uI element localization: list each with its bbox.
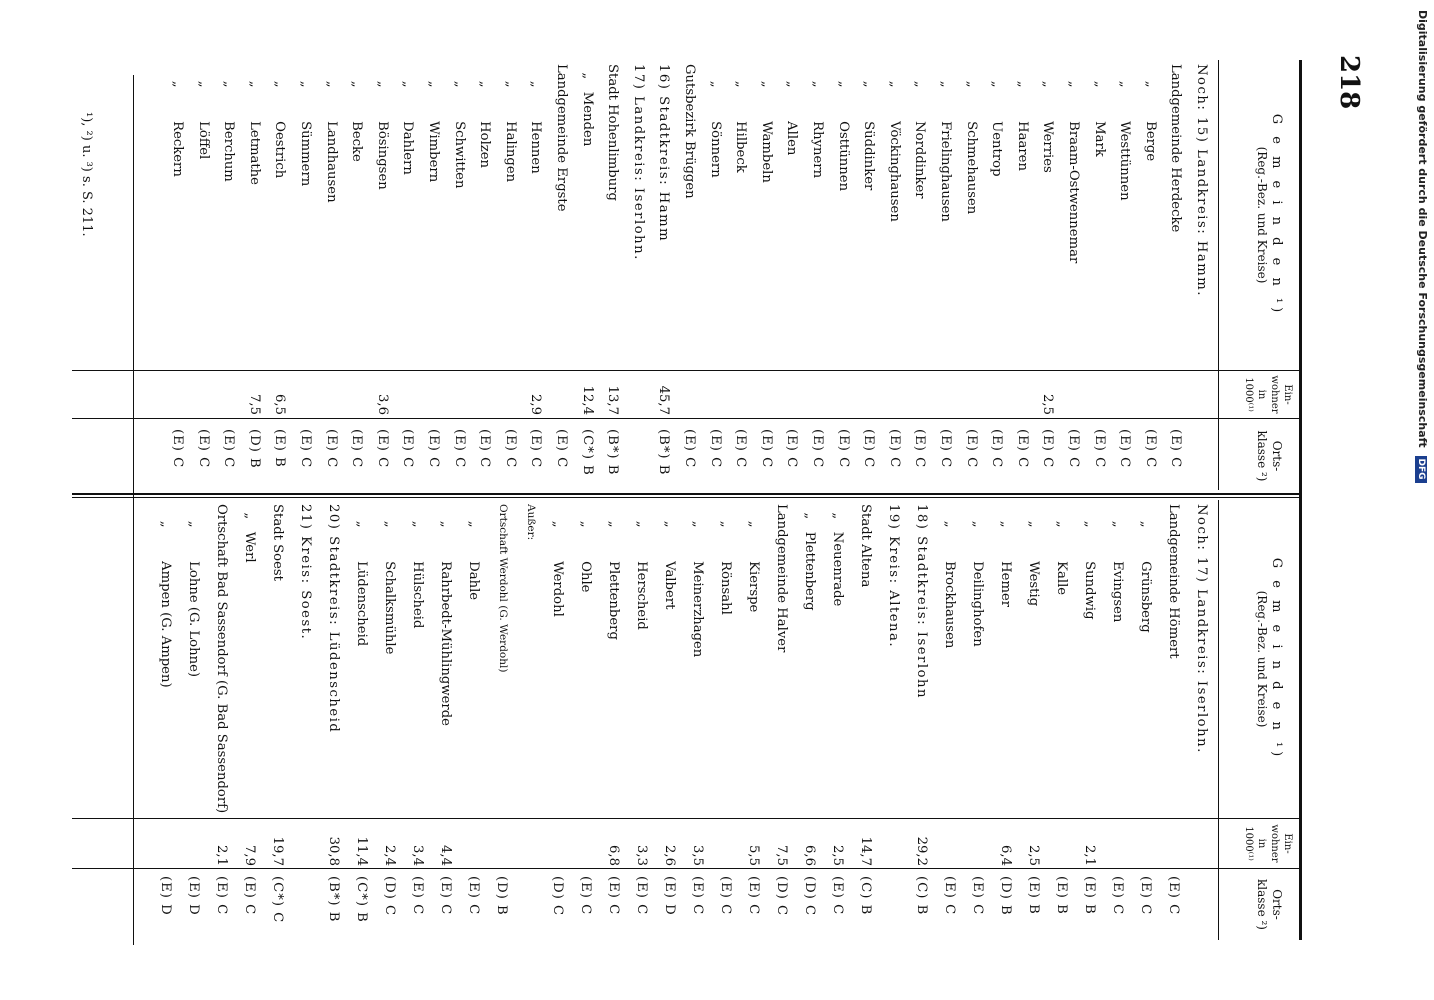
locality-class: (E) D: [158, 876, 173, 916]
municipality-name: Stadt Altena: [858, 504, 873, 588]
municipality-name: „ Holzen: [477, 64, 493, 169]
locality-class: (E) C: [861, 429, 877, 469]
municipality-name: „ Werries: [1040, 64, 1056, 173]
inhabitants-value: 5,5: [746, 845, 761, 866]
municipality-name: „ Werl: [242, 504, 257, 563]
table-row: [457, 504, 481, 940]
table-row: [903, 64, 927, 489]
locality-class: (E) C: [835, 429, 851, 469]
top-rule: [1299, 60, 1302, 940]
locality-class: (E) B: [272, 429, 288, 468]
inhabitants-value: 2,1: [1082, 845, 1097, 866]
locality-class: (E) C: [221, 429, 237, 469]
inhabitants-value: 13,7: [605, 385, 621, 415]
locality-class: (E) C: [554, 429, 569, 469]
municipality-name: „ Plettenberg: [802, 504, 817, 611]
table-row: [1108, 64, 1132, 489]
locality-class: (E) B: [1054, 876, 1069, 915]
municipality-name: „ Wimbern: [426, 64, 441, 183]
table-row: [391, 64, 415, 489]
left-table-body: [139, 64, 1209, 489]
table-row: [1017, 504, 1041, 940]
municipality-name: „ Schwitten: [451, 64, 467, 189]
locality-class: (E) C: [963, 429, 979, 469]
municipality-name: „ Berchum: [221, 64, 237, 182]
municipality-name: Noch: 17) Landkreis: Iserlohn.: [1194, 504, 1209, 754]
table-row: [315, 64, 339, 489]
table-row: [878, 64, 902, 489]
table-row: [345, 504, 369, 940]
table-row: [647, 64, 671, 489]
locality-class: (E) C: [410, 876, 425, 916]
inhabitants-value: 2,5: [1026, 845, 1041, 866]
municipality-name: „ Kalle: [1054, 504, 1069, 596]
table-row: [1083, 64, 1107, 489]
municipality-name: Ortschaft Bad Sassendorf (G. Bad Sassendorf): [214, 504, 229, 814]
table-row: [961, 504, 985, 940]
locality-class: (C*) B: [354, 876, 369, 923]
table-row: [724, 64, 748, 489]
table-row: [852, 64, 876, 489]
table-row: [933, 504, 957, 940]
locality-class: (B*) B: [656, 429, 672, 476]
table-row: [238, 64, 262, 489]
table-row: [417, 64, 441, 489]
locality-class: (D) B: [998, 876, 1013, 916]
inhabitants-value: 12,4: [579, 385, 595, 415]
locality-class: (D) C: [802, 876, 817, 917]
locality-class: (E) C: [528, 429, 544, 469]
municipality-name: „ Schalksmühle: [382, 504, 397, 655]
municipality-name: 19) Kreis: Altena.: [886, 504, 901, 649]
municipality-name: „ Sundwig: [1082, 504, 1097, 620]
table-row: [765, 504, 789, 940]
table-row: [622, 64, 646, 489]
municipality-name: „ Westig: [1026, 504, 1041, 607]
table-row: [849, 504, 873, 940]
municipality-name: „ Sümmern: [298, 64, 313, 187]
locality-class: (E) C: [746, 876, 761, 916]
footnote: ¹), ²) u. ³) s. S. 211.: [79, 112, 94, 237]
inhabitants-value: 2,5: [830, 845, 845, 866]
table-row: [597, 504, 621, 940]
inhabitants-value: 19,7: [270, 836, 285, 866]
locality-class: (E) C: [830, 876, 845, 916]
municipality-name: 16) Stadtkreis: Hamm: [656, 64, 672, 243]
locality-class: (C*) C: [270, 876, 285, 924]
locality-class: (D) C: [774, 876, 789, 917]
locality-class: (E) C: [438, 876, 453, 916]
table-row: [1185, 64, 1209, 489]
municipality-name: „ Norddinker: [912, 64, 928, 199]
table-row: [793, 504, 817, 940]
bottom-rule: [133, 75, 134, 945]
municipality-name: „ Braam-Ostwennemar: [1066, 64, 1081, 264]
locality-class: (E) C: [400, 429, 416, 469]
table-row: [1031, 64, 1055, 489]
locality-class: (B*) B: [326, 876, 341, 923]
municipality-name: „ Herscheid: [634, 504, 649, 630]
municipality-name: „ Reckern: [170, 64, 185, 177]
municipality-name: „ Frielinghausen: [938, 64, 953, 222]
inhabitants-value: 6,4: [998, 845, 1013, 866]
locality-class: (E) C: [349, 429, 365, 469]
locality-class: (E) C: [1110, 876, 1125, 916]
municipality-name: „ Ampen (G. Ampen): [158, 504, 173, 688]
table-row: [955, 64, 979, 489]
table-row: [263, 64, 287, 489]
municipality-name: „ Evingsen: [1110, 504, 1125, 623]
municipality-name: „ Bösingsen: [374, 64, 390, 190]
locality-class: (E) C: [214, 876, 229, 916]
inhabitants-value: 7,5: [774, 845, 789, 866]
inhabitants-value: 3,5: [690, 845, 705, 866]
table-row: [750, 64, 774, 489]
municipality-name: „ Halingen: [502, 64, 518, 183]
table-row: [596, 64, 620, 489]
locality-class: (E) C: [682, 429, 697, 469]
locality-class: (E) C: [690, 876, 705, 916]
page-number: 218: [1334, 55, 1364, 110]
municipality-name: „ Haaren: [1014, 64, 1030, 171]
table-row: [709, 504, 733, 940]
locality-class: (E) C: [1040, 429, 1056, 469]
table-row: [1159, 64, 1183, 489]
locality-class: (E) C: [426, 429, 441, 469]
locality-class: (E) C: [1091, 429, 1107, 469]
inhabitants-value: 2,6: [662, 845, 677, 866]
municipality-name: „ Wambeln: [758, 64, 774, 183]
municipality-name: „ Berge: [1142, 64, 1158, 162]
table-row: [340, 64, 364, 489]
municipality-name: „ Osttünnen: [835, 64, 851, 192]
municipality-name: „ Oestrich: [272, 64, 288, 179]
municipality-name: 17) Landkreis: Iserlohn.: [630, 64, 646, 261]
table-row: [317, 504, 341, 940]
municipality-name: „ Dahlern: [400, 64, 416, 175]
inhabitants-value: 14,7: [858, 836, 873, 866]
locality-class: (E) C: [758, 429, 774, 469]
locality-class: (E) C: [466, 876, 481, 916]
dfg-logo: DFG: [1415, 456, 1427, 483]
table-row: [1134, 64, 1158, 489]
table-row: [443, 64, 467, 489]
locality-class: (E) C: [718, 876, 733, 916]
locality-class: (E) C: [707, 429, 723, 469]
municipality-name: Noch: 15) Landkreis: Hamm.: [1194, 64, 1209, 297]
municipality-name: „ Werdohl: [550, 504, 565, 617]
table-row: [149, 504, 173, 940]
inhabitants-value: 7,5: [246, 394, 262, 415]
table-row: [494, 64, 518, 489]
table-row: [187, 64, 211, 489]
locality-class: (E) C: [1066, 429, 1081, 469]
locality-class: (E) C: [942, 876, 957, 916]
table-row: [233, 504, 257, 940]
table-row: [468, 64, 492, 489]
municipality-name: „ Rönsahl: [718, 504, 733, 615]
table-row: [541, 504, 565, 940]
header-rule-right: [1218, 500, 1219, 940]
locality-class: (E) C: [886, 429, 902, 469]
municipality-name: „ Hemer: [998, 504, 1013, 608]
table-row: [289, 504, 313, 940]
locality-class: (E) C: [195, 429, 211, 469]
municipality-name: Außer:: [525, 504, 537, 541]
table-row: [212, 64, 236, 489]
municipality-name: „ Dahle: [466, 504, 481, 601]
left-col-header-inhabitants: Ein- wohner in 1000⁽¹⁾: [1243, 375, 1293, 414]
table-row: [1057, 64, 1081, 489]
locality-class: (E) C: [733, 429, 749, 469]
inhabitants-value: 4,4: [438, 845, 453, 866]
locality-class: (E) C: [451, 429, 467, 469]
locality-class: (E) C: [242, 876, 257, 916]
municipality-name: Ortschaft Werdohl (G. Werdohl): [497, 504, 509, 673]
municipality-name: „ Hilbeck: [733, 64, 749, 173]
table-row: [673, 64, 697, 489]
locality-class: (E) C: [1138, 876, 1153, 916]
municipality-name: „ Meinerzhagen: [690, 504, 705, 658]
locality-class: (E) C: [1014, 429, 1030, 469]
right-col-header-inhabitants: Ein- wohner in 1000⁽¹⁾: [1243, 824, 1293, 863]
locality-class: (E) D: [186, 876, 201, 916]
municipality-name: „ Plettenberg: [606, 504, 621, 640]
locality-class: (E) C: [634, 876, 649, 916]
right-col-header-name: G e m e i n d e n ¹) (Reg.-Bez. und Kreise): [1255, 557, 1284, 761]
municipality-name: 21) Kreis: Soest.: [298, 504, 313, 641]
municipality-name: Landgemeinde Ergste: [554, 64, 569, 212]
table-row: [1185, 504, 1209, 940]
table-row: [877, 504, 901, 940]
table-row: [699, 64, 723, 489]
municipality-name: „ Letmathe: [246, 64, 262, 185]
locality-class: (E) B: [1026, 876, 1041, 915]
locality-class: (E) C: [170, 429, 185, 469]
locality-class: (E) C: [606, 876, 621, 916]
locality-class: (E) C: [912, 429, 928, 469]
locality-class: (E) C: [784, 429, 800, 469]
table-row: [905, 504, 929, 940]
locality-class: (D) C: [550, 876, 565, 917]
municipality-name: Gutsbezirk Brüggen: [682, 64, 697, 199]
inhabitants-value: 29,2: [914, 836, 929, 866]
locality-class: (E) C: [1142, 429, 1158, 469]
municipality-name: „ Schmehausen: [963, 64, 979, 215]
inhabitants-value: 7,9: [242, 845, 257, 866]
municipality-name: „ Kierspe: [746, 504, 761, 613]
municipality-name: Landgemeinde Halver: [774, 504, 789, 653]
table-row: [775, 64, 799, 489]
locality-class: (D) C: [382, 876, 397, 917]
locality-class: (E) C: [810, 429, 825, 469]
table-row: [989, 504, 1013, 940]
right-table-body: [139, 504, 1209, 940]
table-row: [289, 64, 313, 489]
municipality-name: „ Rahrbedt-Mühlingwerde: [438, 504, 453, 726]
locality-class: (E) B: [1082, 876, 1097, 915]
municipality-name: „ Deilinghofen: [970, 504, 985, 647]
table-row: [1157, 504, 1181, 940]
center-divider: [72, 493, 1302, 495]
inhabitants-value: 2,1: [214, 845, 229, 866]
locality-class: (B*) B: [605, 429, 621, 476]
locality-class: (D) B: [494, 876, 509, 916]
inhabitants-value: 3,6: [374, 394, 390, 415]
locality-class: (C*) B: [579, 429, 595, 476]
inhabitants-value: 3,3: [634, 845, 649, 866]
municipality-name: „ Westtünnen: [1117, 64, 1133, 201]
table-row: [261, 504, 285, 940]
municipality-name: „ Mark: [1091, 64, 1107, 157]
municipality-name: „ Valbert: [662, 504, 677, 610]
municipality-name: „ Menden: [579, 64, 595, 147]
table-row: [821, 504, 845, 940]
table-row: [1101, 504, 1125, 940]
locality-class: (E) C: [477, 429, 493, 469]
right-col-header-class: Orts- klasse ²): [1255, 879, 1284, 930]
table-row: [205, 504, 229, 940]
municipality-name: „ Ohle: [578, 504, 593, 593]
municipality-name: „ Vöckinghausen: [886, 64, 902, 222]
table-row: [625, 504, 649, 940]
municipality-name: „ Brockhausen: [942, 504, 957, 649]
table-row: [373, 504, 397, 940]
table-row: [569, 504, 593, 940]
table-row: [653, 504, 677, 940]
locality-class: (E) C: [970, 876, 985, 916]
inhabitants-value: 11,4: [354, 836, 369, 866]
municipality-name: „ Hennen: [528, 64, 544, 174]
table-row: [161, 64, 185, 489]
inhabitants-value: 2,9: [528, 394, 544, 415]
left-col-header-name: G e m e i n d e n ¹) (Reg.-Bez. und Kreise): [1255, 113, 1284, 317]
locality-class: (E) C: [578, 876, 593, 916]
municipality-name: „ Uentrop: [989, 64, 1005, 177]
inhabitants-value: 6,8: [606, 845, 621, 866]
table-row: [571, 64, 595, 489]
municipality-name: „ Rhynern: [810, 64, 825, 179]
table-row: [1073, 504, 1097, 940]
locality-class: (E) C: [938, 429, 953, 469]
locality-class: (E) C: [298, 429, 313, 469]
inhabitants-value: 2,5: [1040, 394, 1056, 415]
locality-class: (E) C: [1168, 429, 1184, 469]
header-rule-left: [1218, 60, 1219, 490]
municipality-name: Stadt Hohenlimburg: [605, 64, 621, 201]
municipality-name: „ Allen: [784, 64, 800, 156]
locality-class: (E) C: [1117, 429, 1133, 469]
table-row: [1045, 504, 1069, 940]
inhabitants-value: 30,8: [326, 836, 341, 866]
municipality-name: „ Grünsberg: [1138, 504, 1153, 633]
municipality-name: Landgemeinde Hömert: [1166, 504, 1181, 659]
locality-class: (C) B: [914, 876, 929, 916]
municipality-name: 18) Stadtkreis: Iserlohn: [914, 504, 929, 700]
municipality-name: „ Landhausen: [323, 64, 339, 203]
table-row: [519, 64, 543, 489]
locality-class: (D) B: [246, 429, 262, 469]
inhabitants-value: 45,7: [656, 385, 672, 415]
municipality-name: „ Sönnern: [707, 64, 723, 178]
table-row: [801, 64, 825, 489]
table-row: [429, 504, 453, 940]
municipality-name: „ Neuenrade: [830, 504, 845, 607]
municipality-name: „ Becke: [349, 64, 365, 162]
table-row: [827, 64, 851, 489]
municipality-name: „ Lohne (G. Lohne): [186, 504, 201, 678]
table-row: [929, 64, 953, 489]
municipality-name: Landgemeinde Herdecke: [1168, 64, 1184, 233]
digitization-credit: Digitalisierung gefördert durch die Deutsche Forschungsgemeinschaft DFG: [1415, 10, 1429, 483]
table-row: [737, 504, 761, 940]
inhabitants-value: 6,5: [272, 394, 288, 415]
table-row: [485, 504, 509, 940]
table-row: [1006, 64, 1030, 489]
locality-class: (E) C: [502, 429, 518, 469]
locality-class: (E) D: [662, 876, 677, 916]
table-row: [980, 64, 1004, 489]
municipality-name: „ Hülscheid: [410, 504, 425, 629]
table-row: [513, 504, 537, 940]
locality-class: (E) C: [323, 429, 339, 469]
table-row: [401, 504, 425, 940]
table-row: [1129, 504, 1153, 940]
municipality-name: „ Süddinker: [861, 64, 877, 191]
locality-class: (E) C: [1166, 876, 1181, 916]
municipality-name: Stadt Soest: [270, 504, 285, 581]
inhabitants-value: 3,4: [410, 845, 425, 866]
inhabitants-value: 2,4: [382, 845, 397, 866]
municipality-name: 20) Stadtkreis: Lüdenscheid: [326, 504, 341, 734]
left-col-header-class: Orts- klasse ²): [1255, 430, 1284, 482]
locality-class: (E) C: [989, 429, 1005, 469]
inhabitants-value: 6,6: [802, 845, 817, 866]
table-row: [177, 504, 201, 940]
table-row: [545, 64, 569, 489]
table-row: [681, 504, 705, 940]
locality-class: (C) B: [858, 876, 873, 916]
municipality-name: „ Lüdenscheid: [354, 504, 369, 647]
locality-class: (E) C: [374, 429, 390, 469]
municipality-name: „ Löffel: [195, 64, 211, 160]
table-row: [366, 64, 390, 489]
